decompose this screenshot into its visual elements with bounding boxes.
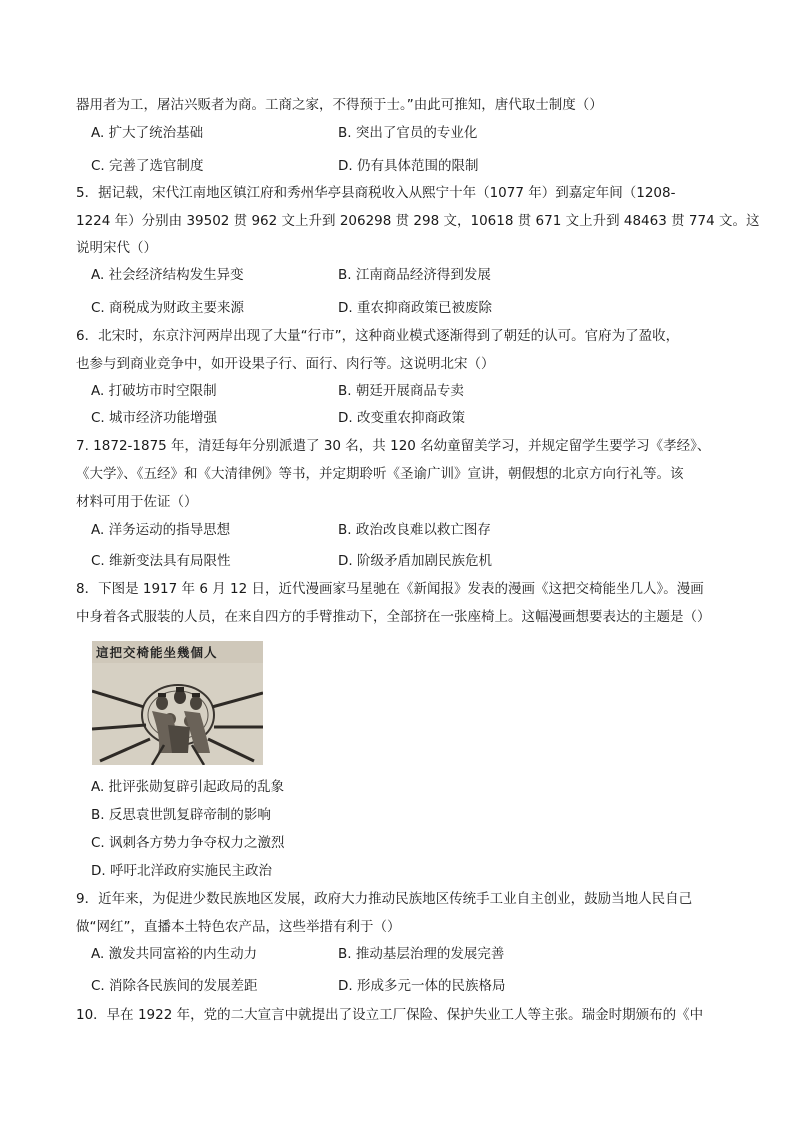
q9-option-c[interactable]: C. 消除各民族间的发展差距 [91, 978, 258, 994]
q5-option-a[interactable]: A. 社会经济结构发生异变 [91, 267, 244, 283]
q5-option-d[interactable]: D. 重农抑商政策已被废除 [338, 300, 492, 316]
q6-option-a[interactable]: A. 打破坊市时空限制 [91, 383, 217, 399]
q8-stem-line1: 8．下图是 1917 年 6 月 12 日，近代漫画家马星驰在《新闻报》发表的漫画《这把交椅能坐几人》。漫画 [76, 581, 704, 597]
q9-option-a[interactable]: A. 激发共同富裕的内生动力 [91, 946, 258, 962]
q8-option-d[interactable]: D. 呼吁北洋政府实施民主政治 [91, 863, 272, 879]
q7-stem-line2: 《大学》、《五经》和《大清律例》等书，并定期聆听《圣谕广训》宣讲，朝假想的北京方向行礼等。该 [76, 466, 684, 482]
q10-stem-line1: 10．早在 1922 年，党的二大宣言中就提出了设立工厂保险、保护失业工人等主张。瑞金时期颁布的《中 [76, 1007, 704, 1023]
q7-option-a[interactable]: A. 洋务运动的指导思想 [91, 522, 231, 538]
q6-stem-line1: 6．北宋时，东京汴河两岸出现了大量“行市”，这种商业模式逐渐得到了朝廷的认可。官府为了盈收， [76, 328, 680, 344]
q7-option-d[interactable]: D. 阶级矛盾加剧民族危机 [338, 553, 492, 569]
cartoon-caption: 這把交椅能坐幾個人 [96, 645, 218, 660]
q5-stem-line2: 1224 年）分别由 39502 贯 962 文上升到 206298 贯 298 文，10618 贯 671 文上升到 48463 贯 774 文。这 [76, 213, 760, 229]
q7-option-c[interactable]: C. 维新变法具有局限性 [91, 553, 231, 569]
q9-option-d[interactable]: D. 形成多元一体的民族格局 [338, 978, 506, 994]
political-cartoon-image [92, 641, 263, 765]
q7-stem-line1: 7. 1872-1875 年，清廷每年分别派遣了 30 名，共 120 名幼童留美学习，并规定留学生要学习《孝经》、 [76, 438, 711, 454]
q4-option-c[interactable]: C. 完善了选官制度 [91, 158, 204, 174]
q4-option-d[interactable]: D. 仍有具体范围的限制 [338, 158, 479, 174]
q5-option-c[interactable]: C. 商税成为财政主要来源 [91, 300, 245, 316]
q5-option-b[interactable]: B. 江南商品经济得到发展 [338, 267, 491, 283]
q4-stem: 器用者为工，屠沽兴贩者为商。工商之家，不得预于士。”由此可推知，唐代取士制度（） [76, 97, 603, 113]
q6-stem-line2: 也参与到商业竞争中，如开设果子行、面行、肉行等。这说明北宋（） [76, 356, 495, 372]
q8-option-b[interactable]: B. 反思袁世凯复辟帝制的影响 [91, 807, 271, 823]
q5-stem-line3: 说明宋代（） [76, 240, 157, 256]
q8-option-c[interactable]: C. 讽刺各方势力争夺权力之激烈 [91, 835, 285, 851]
q7-stem-line3: 材料可用于佐证（） [76, 494, 198, 510]
q9-stem-line2: 做“网红”，直播本土特色农产品，这些举措有利于（） [76, 919, 401, 935]
q8-option-a[interactable]: A. 批评张勋复辟引起政局的乱象 [91, 779, 285, 795]
q9-stem-line1: 9．近年来，为促进少数民族地区发展，政府大力推动民族地区传统手工业自主创业，鼓励当地人民自己 [76, 891, 693, 907]
q6-option-d[interactable]: D. 改变重农抑商政策 [338, 410, 465, 426]
q6-option-c[interactable]: C. 城市经济功能增强 [91, 410, 218, 426]
q9-option-b[interactable]: B. 推动基层治理的发展完善 [338, 946, 505, 962]
q5-stem-line1: 5．据记载，宋代江南地区镇江府和秀州华亭县商税收入从熙宁十年（1077 年）到嘉定年间（1208- [76, 185, 676, 201]
q6-option-b[interactable]: B. 朝廷开展商品专卖 [338, 383, 464, 399]
q4-option-b[interactable]: B. 突出了官员的专业化 [338, 125, 478, 141]
q7-option-b[interactable]: B. 政治改良难以救亡图存 [338, 522, 491, 538]
q4-option-a[interactable]: A. 扩大了统治基础 [91, 125, 204, 141]
q8-stem-line2: 中身着各式服装的人员，在来自四方的手臂推动下，全部挤在一张座椅上。这幅漫画想要表达的主题是（） [76, 609, 711, 625]
